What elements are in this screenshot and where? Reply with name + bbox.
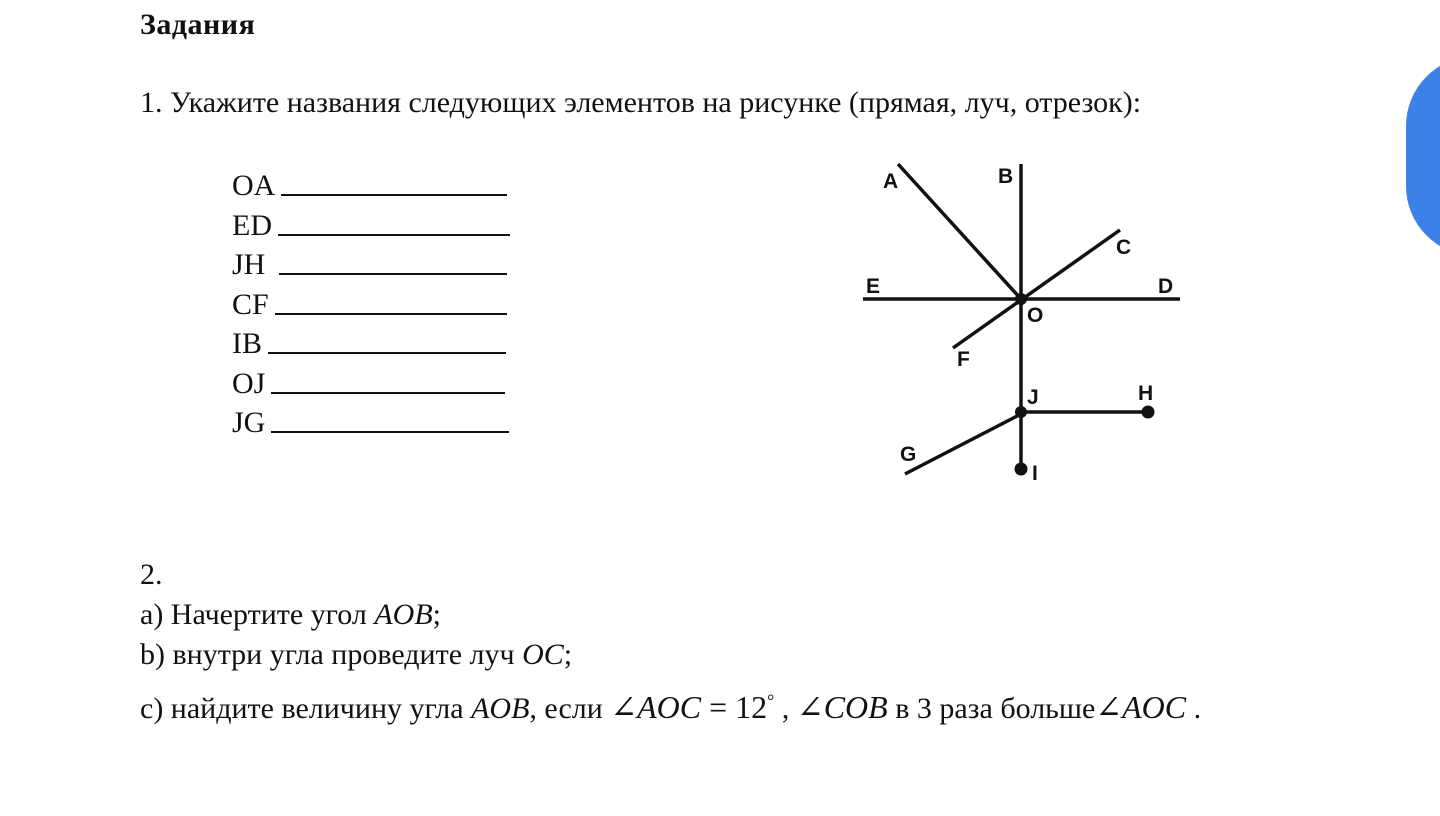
answer-label: CF xyxy=(232,287,269,321)
ray-name: OC xyxy=(522,638,564,671)
answer-row-oj xyxy=(232,364,510,404)
answer-row-jg xyxy=(232,403,510,443)
angle-aoc: ∠AOC xyxy=(1095,689,1187,725)
math-value: = 12 xyxy=(701,689,768,725)
answer-blank[interactable] xyxy=(271,364,505,394)
text: b) внутри угла проведите луч xyxy=(140,638,523,671)
point-i xyxy=(1015,463,1028,476)
answer-label: JG xyxy=(232,406,266,439)
answer-label: IB xyxy=(232,327,262,360)
task-2-number: 2. xyxy=(140,558,163,591)
angle-name: AOB xyxy=(374,598,433,631)
answer-label: JH xyxy=(232,248,266,281)
line-cf xyxy=(953,230,1120,348)
text: , если xyxy=(529,692,611,725)
label-c: C xyxy=(1116,236,1132,259)
answer-blank[interactable] xyxy=(279,245,507,275)
degree-sign: ° xyxy=(767,690,775,711)
task-2-part-b xyxy=(140,638,572,672)
label-h: H xyxy=(1138,382,1154,405)
geometry-figure xyxy=(850,150,1200,495)
text: a) Начертите угол xyxy=(140,598,375,631)
text: в 3 раза больше xyxy=(887,692,1096,725)
label-b: B xyxy=(998,165,1014,188)
page-title: Задания xyxy=(140,8,256,41)
label-o: O xyxy=(1027,304,1044,327)
answer-row-oa xyxy=(232,166,510,206)
answer-blank[interactable] xyxy=(268,324,506,354)
answer-blank[interactable] xyxy=(281,166,507,196)
label-f: F xyxy=(957,348,970,371)
ray-jg xyxy=(905,414,1021,474)
point-j xyxy=(1015,406,1027,418)
answer-label: OA xyxy=(232,169,276,202)
text: ; xyxy=(432,598,441,631)
answer-label: ED xyxy=(232,208,272,242)
answer-blank[interactable] xyxy=(271,403,509,433)
label-j: J xyxy=(1027,386,1039,409)
label-i: I xyxy=(1032,462,1038,485)
math-angle: ∠AOC xyxy=(610,689,702,725)
angle-aoc-formula xyxy=(610,689,774,725)
angle-name: AOB xyxy=(471,692,530,725)
point-h xyxy=(1142,406,1155,419)
angle-cob: ∠COB xyxy=(796,689,888,725)
task-1-question: 1. Укажите названия следующих элементов на рисунке (прямая, луч, отрезок): xyxy=(140,86,1142,119)
label-g: G xyxy=(900,443,917,466)
answer-row-ed xyxy=(232,206,510,246)
text: ; xyxy=(563,638,573,671)
text: , xyxy=(774,692,797,725)
answer-row-cf xyxy=(232,285,510,325)
side-tab[interactable] xyxy=(1406,56,1440,256)
answer-row-ib xyxy=(232,324,510,364)
answer-label: OJ xyxy=(232,366,266,400)
answer-row-jh xyxy=(232,245,510,285)
point-o xyxy=(1015,293,1027,305)
text: c) найдите величину угла xyxy=(140,692,472,725)
text: . xyxy=(1186,692,1202,725)
label-d: D xyxy=(1158,275,1174,298)
task-1-answer-list xyxy=(232,166,510,443)
task-2-part-a xyxy=(140,598,441,632)
answer-blank[interactable] xyxy=(275,285,507,315)
answer-blank[interactable] xyxy=(278,206,510,236)
task-2-part-c xyxy=(140,688,1201,726)
label-a: A xyxy=(883,170,899,193)
label-e: E xyxy=(866,275,881,298)
